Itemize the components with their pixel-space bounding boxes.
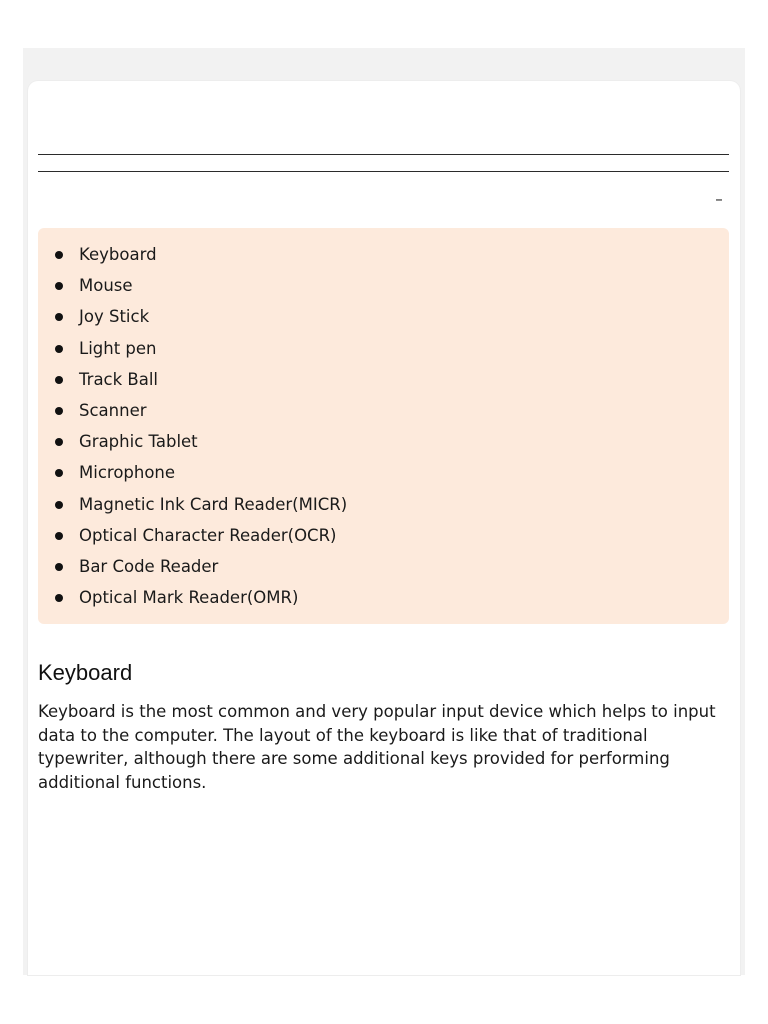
list-item-label: Joy Stick [79,307,150,327]
list-item [38,461,729,492]
list-item-label: Light pen [79,338,157,358]
list-item-label: Microphone [79,463,176,483]
bullet-icon [55,345,63,353]
list-item-label: Keyboard [79,245,157,264]
list-item [38,274,729,305]
divider-bottom [38,171,729,172]
collapse-toggle-button[interactable]: – [715,190,723,208]
list-item-label: Track Ball [79,369,159,389]
list-item [38,305,729,336]
list-item-label: Scanner [79,400,147,420]
list-item [38,337,729,368]
bullet-icon [55,438,63,446]
bullet-icon [55,532,63,540]
list-item [38,368,729,399]
list-item-label: Optical Character Reader(OCR) [79,525,337,545]
list-item-label: Optical Mark Reader(OMR) [79,588,299,608]
bullet-icon [55,251,63,259]
list-item-label: Bar Code Reader [79,556,219,576]
bullet-icon [55,501,63,509]
bullet-icon [55,376,63,384]
bullet-icon [55,407,63,415]
list-item [38,555,729,586]
input-devices-list [38,228,729,617]
bullet-icon [55,469,63,477]
list-item [38,493,729,524]
keyboard-description: Keyboard is the most common and very popular input device which helps to input data to the computer. The layout of the keyboard is like that of traditional typewriter, although there are some additional keys provided for performing additional functions. [38,702,716,792]
list-item [38,586,729,617]
bullet-icon [55,282,63,290]
list-item-label: Magnetic Ink Card Reader(MICR) [79,494,348,514]
bullet-icon [55,313,63,321]
list-item-label: Mouse [79,276,133,296]
list-item [38,524,729,555]
divider-top [38,154,729,155]
bullet-icon [55,563,63,571]
keyboard-heading: Keyboard [38,660,133,685]
list-item [38,399,729,430]
bullet-icon [55,594,63,602]
list-item-label: Graphic Tablet [79,432,198,452]
list-item [38,243,729,274]
input-devices-list-box [38,228,729,624]
list-item [38,430,729,461]
